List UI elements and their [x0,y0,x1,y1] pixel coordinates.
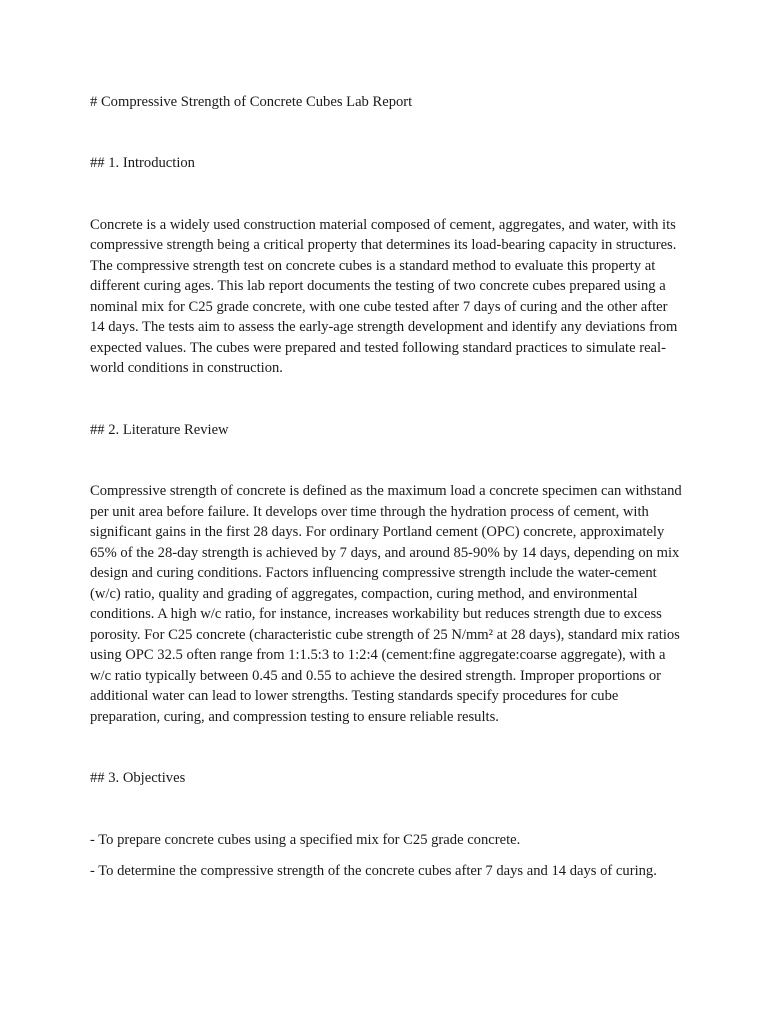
objective-item-1: - To prepare concrete cubes using a specified mix for C25 grade concrete. [90,831,521,848]
introduction-paragraph: Concrete is a widely used construction material composed of cement, aggregates, and water, with its compressive strength being a critical property that determines its load-bearing capacity in structures. The compressive strength test on concrete cubes is a standard method to evaluate this property at different curing ages. This lab report documents the testing of two concrete cubes prepared using a nominal mix for C25 grade concrete, with one cube tested after 7 days of curing and the other after 14 days. The tests aim to assess the early-age strength development and identify any deviations from expected values. The cubes were prepared and tested following standard practices to simulate real-world conditions in construction. [90,216,678,376]
section-heading-objectives: ## 3. Objectives [90,770,186,786]
objective-item-2: - To determine the compressive strength of the concrete cubes after 7 days and 14 days of curing. [90,862,657,879]
document-title: # Compressive Strength of Concrete Cubes Lab Report [90,94,413,110]
section-heading-introduction: ## 1. Introduction [90,155,195,171]
document-page [90,92,682,881]
section-heading-literature-review: ## 2. Literature Review [90,421,229,438]
literature-review-paragraph: Compressive strength of concrete is defined as the maximum load a concrete specimen can withstand per unit area before failure. It develops over time through the hydration process of cement, with significant gains in the first 28 days. For ordinary Portland cement (OPC) concrete, approximately 65% of the 28-day strength is achieved by 7 days, and around 85-90% by 14 days, depending on mix design and curing conditions. Factors influencing compressive strength include the water-cement (w/c) ratio, quality and grading of aggregates, compaction, curing method, and environmental conditions. A high w/c ratio, for instance, increases workability but reduces strength due to excess porosity. For C25 concrete (characteristic cube strength of 25 N/mm² at 28 days), standard mix ratios using OPC 32.5 often range from 1:1.5:3 to 1:2:4 (cement:fine aggregate:coarse aggregate), with a w/c ratio typically between 0.45 and 0.55 to achieve the desired strength. Improper proportions or additional water can lead to lower strengths. Testing standards specify procedures for cube preparation, curing, and compression testing to ensure reliable results. [90,483,682,725]
